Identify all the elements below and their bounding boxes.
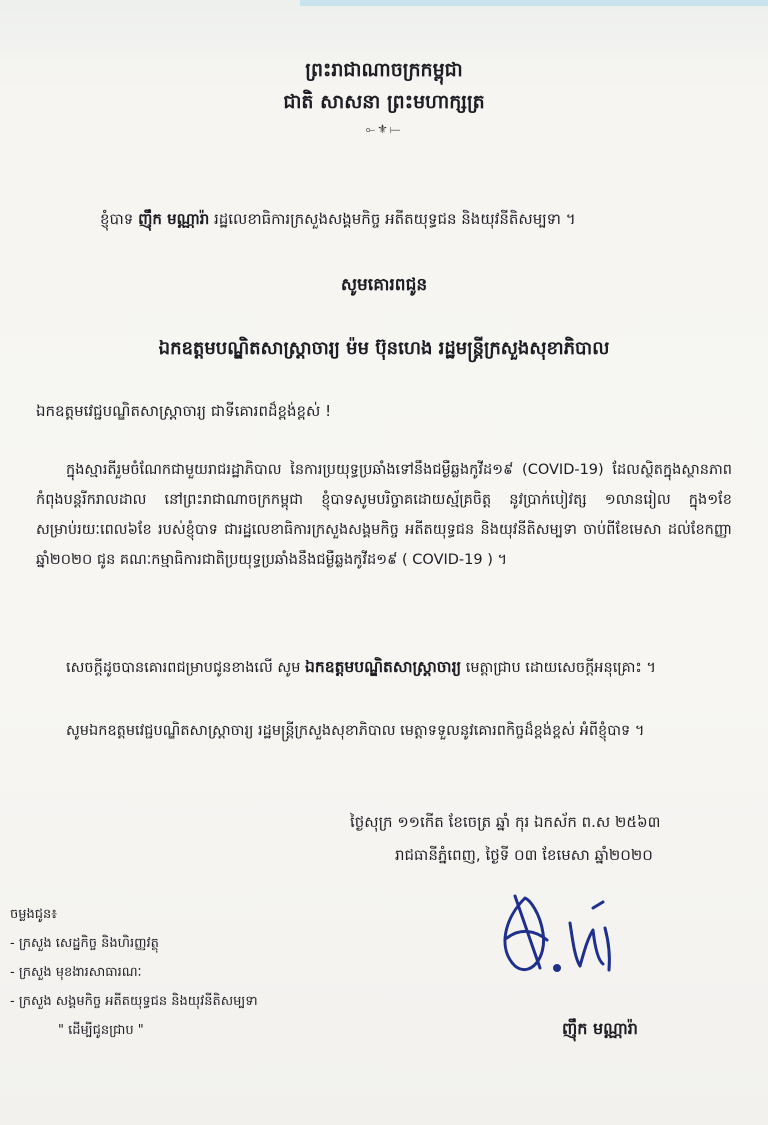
top-edge-strip	[300, 0, 768, 6]
lunar-date: ថ្ងៃសុក្រ ១១កើត ខែចេត្រ ឆ្នាំ កុរ ឯកស័ក ព.ស ២៥៦៣	[350, 813, 661, 831]
body-paragraph-1	[36, 455, 732, 575]
handwritten-signature	[485, 878, 635, 988]
respect-line: សូមគោរពជូន	[340, 275, 428, 295]
copy-to-item: - ក្រសួង សង្គមកិច្ច អតីតយុទ្ធជន និងយុវនីតិសម្បទា	[10, 994, 258, 1009]
copy-to-note: " ដើម្បីជូនជ្រាប "	[58, 1023, 144, 1038]
intro-prefix: ខ្ញុំបាទ	[100, 210, 139, 228]
solar-date: រាជធានីភ្នំពេញ, ថ្ងៃទី ០៣ ខែមេសា ឆ្នាំ២០២០	[395, 846, 653, 864]
intro-line	[100, 208, 740, 230]
paragraph3-text: សូមឯកឧត្តមវេជ្ជបណ្ឌិតសាស្ត្រាចារ្យ រដ្ឋមន្ត្រីក្រសួងសុខាភិបាល មេត្តាទទួលនូវគោរពកិច្ចដ៏ខ្ពង់ខ្ពស់ អំពីខ្ញុំបាទ ។	[66, 723, 645, 739]
intro-name: ញ៉ឹក មណ្ណារ៉ា	[138, 210, 210, 228]
signer-name: ញ៉ឹក មណ្ណារ៉ា	[562, 1019, 638, 1038]
body-paragraph-3	[36, 716, 732, 746]
recipient-line: ឯកឧត្តមបណ្ឌិតសាស្ត្រាចារ្យ ម៉ម ប៊ុនហេង រដ្ឋមន្ត្រីក្រសួងសុខាភិបាល	[158, 338, 610, 359]
copy-to-title: ចម្លងជូន៖	[10, 907, 57, 922]
kingdom-motto-line2: ជាតិ សាសនា ព្រះមហាក្សត្រ	[283, 91, 485, 113]
paragraph2-bold: ឯកឧត្តមបណ្ឌិតសាស្ត្រាចារ្យ	[305, 658, 462, 676]
kingdom-motto-line1: ព្រះរាជាណាចក្រកម្ពុជា	[305, 59, 463, 81]
copy-to-item: - ក្រសួង សេដ្ឋកិច្ច និងហិរញ្ញវត្ថុ	[10, 936, 159, 951]
copy-to-block	[10, 900, 370, 1045]
copy-to-item: - ក្រសួង មុខងារសាធារណៈ	[10, 965, 142, 980]
paragraph2-prefix: សេចក្តីដូចបានគោរពជម្រាបជូនខាងលើ សូម	[66, 660, 306, 676]
salutation: ឯកឧត្តមវេជ្ជបណ្ឌិតសាស្ត្រាចារ្យ ជាទីគោរពដ៏ខ្ពង់ខ្ពស់ !	[36, 402, 332, 420]
intro-suffix: រដ្ឋលេខាធិការក្រសួងសង្គមកិច្ច អតីតយុទ្ធជន និងយុវនីតិសម្បទា ។	[209, 210, 576, 228]
paragraph2-suffix: មេត្តាជ្រាប ដោយសេចក្តីអនុគ្រោះ ។	[461, 660, 656, 676]
body-paragraph-2	[36, 652, 732, 683]
ornament-divider: ⟜⚜⟝	[365, 122, 403, 136]
paragraph1-text: ក្នុងស្មារតីរួមចំណែកជាមួយរាជរដ្ឋាភិបាល នៃការប្រយុទ្ធប្រឆាំងទៅនឹងជម្ងឺឆ្លងកូវីដ១៩ (COVID-19) ដែលស្ថិតក្នុងស្ថានភាពកំពុងបន្តរីករាលដាល នៅព្រះរាជាណាចក្រកម្ពុជា ខ្ញុំបាទសូមបរិច្ចាគដោយស្ម័គ្រចិត្ត នូវប្រាក់បៀវត្ស ១លានរៀល ក្នុង១ខែ សម្រាប់រយៈពេល៦ខែ របស់ខ្ញុំបាទ ជារដ្ឋលេខាធិការក្រសួងសង្គមកិច្ច អតីតយុទ្ធជន និងយុវនីតិសម្បទា ចាប់ពីខែមេសា ដល់ខែកញ្ញា ឆ្នាំ២០២០ ជូន គណៈកម្មាធិការជាតិប្រយុទ្ធប្រឆាំងនឹងជម្ងឺឆ្លងកូវីដ១៩ ( COVID-19 ) ។	[36, 462, 732, 568]
